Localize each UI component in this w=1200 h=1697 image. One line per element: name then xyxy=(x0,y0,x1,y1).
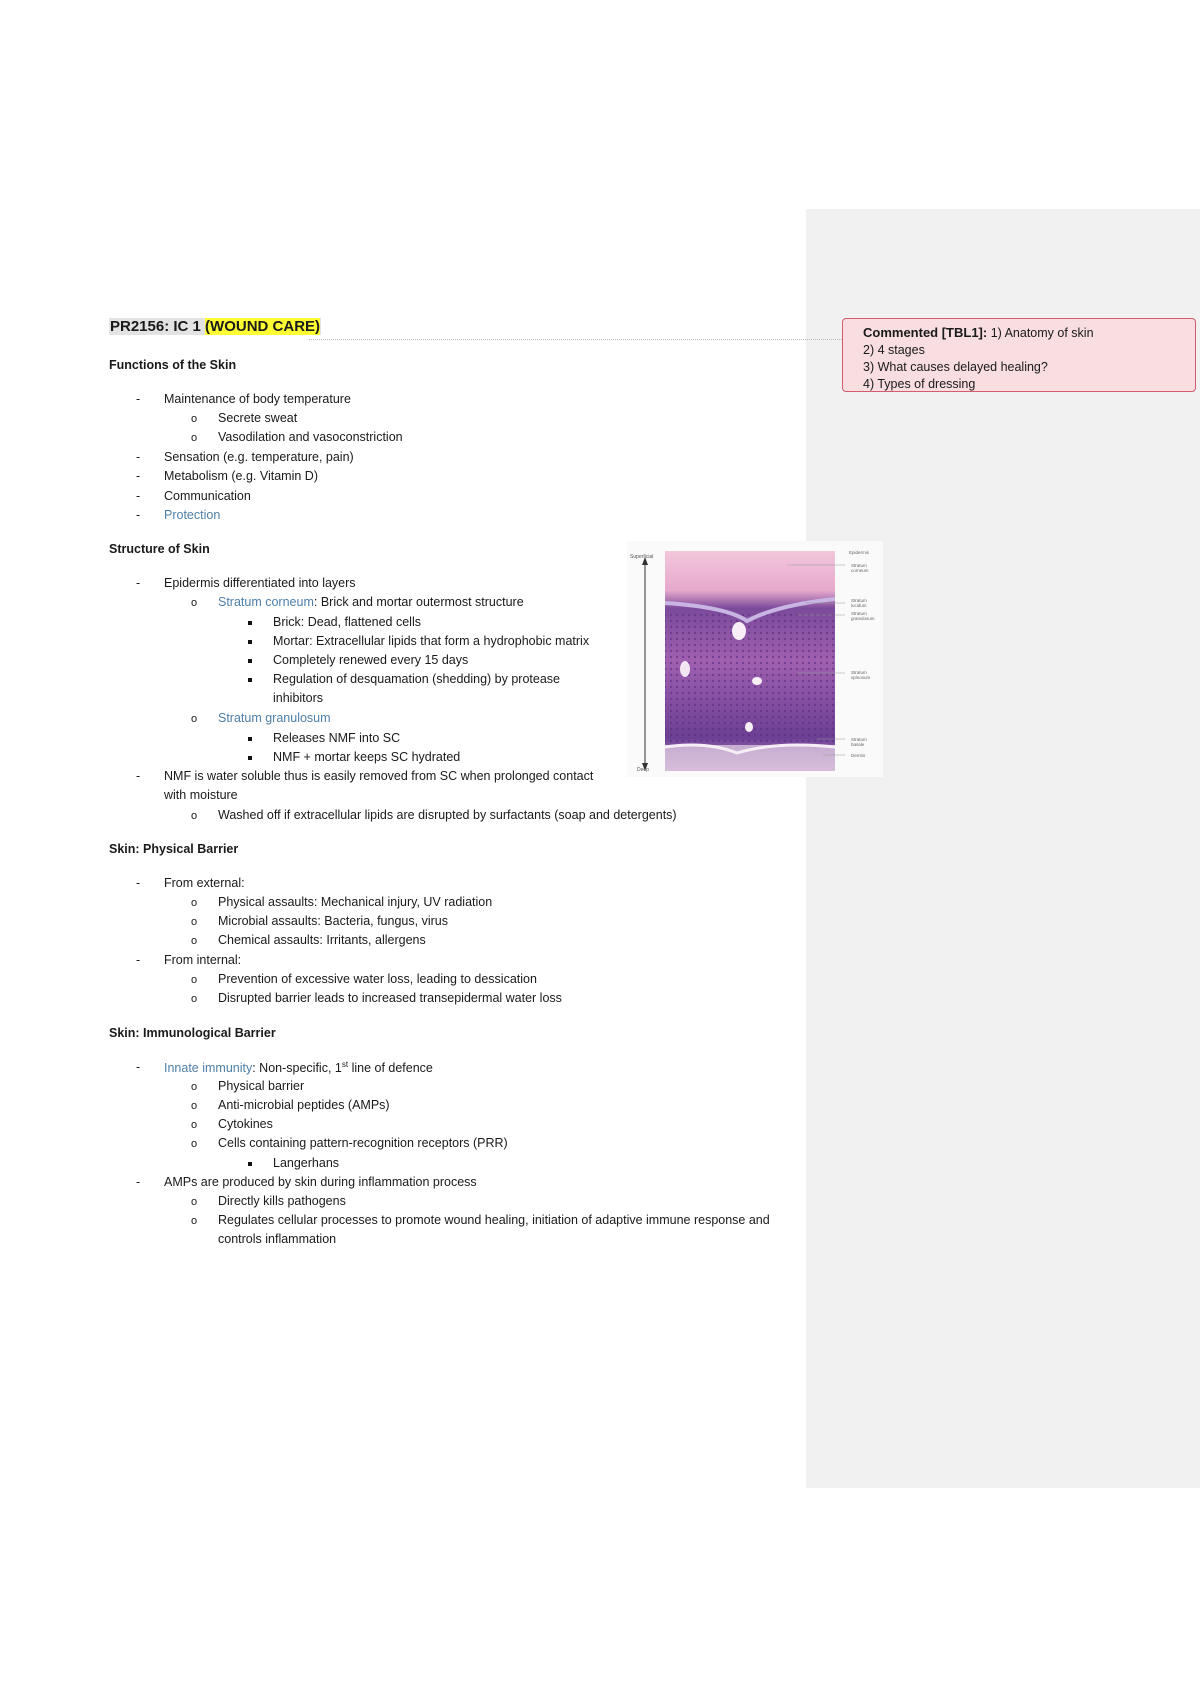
list-item-continued: inhibitors xyxy=(273,691,324,705)
list-item: Washed off if extracellular lipids are disrupted by surfactants (soap and detergents) xyxy=(218,808,677,822)
skin-histology-figure xyxy=(627,541,883,777)
list-item: AMPs are produced by skin during inflammation process xyxy=(164,1175,477,1189)
list-item: Disrupted barrier leads to increased transepidermal water loss xyxy=(218,991,562,1005)
section-heading-structure: Structure of Skin xyxy=(109,542,210,556)
label-superficial: Superficial xyxy=(630,554,654,560)
comment-line-4: 4) Types of dressing xyxy=(863,377,976,391)
bullet-square xyxy=(248,621,252,625)
list-item-continued: with moisture xyxy=(164,788,238,802)
bullet-circle: o xyxy=(191,1215,198,1227)
list-item: Communication xyxy=(164,489,251,503)
list-item: Anti-microbial peptides (AMPs) xyxy=(218,1098,390,1112)
bullet-circle: o xyxy=(191,1196,198,1208)
list-item-protection: Protection xyxy=(164,508,221,522)
list-item: Secrete sweat xyxy=(218,411,298,425)
list-item: Langerhans xyxy=(273,1156,340,1170)
list-item: Releases NMF into SC xyxy=(273,731,401,745)
list-item: From external: xyxy=(164,876,245,890)
label-stratum-corneum-2: corneum xyxy=(851,568,869,573)
list-item: Metabolism (e.g. Vitamin D) xyxy=(164,469,318,483)
bullet-circle: o xyxy=(191,993,198,1005)
label-stratum-basale-1: Stratum xyxy=(851,737,867,742)
list-item: Cytokines xyxy=(218,1117,273,1131)
list-item: Physical assaults: Mechanical injury, UV radiation xyxy=(218,895,493,909)
title-prefix: PR2156: IC 1 xyxy=(110,318,206,335)
comment-line-2: 2) 4 stages xyxy=(863,343,925,357)
list-item: Stratum corneum: Brick and mortar outermost structure xyxy=(218,595,524,609)
comment-line-3: 3) What causes delayed healing? xyxy=(863,360,1048,374)
label-dermis: Dermis xyxy=(851,753,866,758)
list-item: Regulates cellular processes to promote wound healing, initiation of adaptive immune response and xyxy=(218,1213,770,1227)
comment-line-1: Commented [TBL1]: 1) Anatomy of skin xyxy=(863,325,1094,340)
bullet-circle: o xyxy=(191,935,198,947)
list-item: Directly kills pathogens xyxy=(218,1194,346,1208)
document-title xyxy=(109,318,321,335)
list-item: Mortar: Extracellular lipids that form a hydrophobic matrix xyxy=(273,634,590,648)
term-innate-immunity: Innate immunity xyxy=(164,1061,253,1076)
list-item: Microbial assaults: Bacteria, fungus, virus xyxy=(218,914,448,928)
bullet-dash: - xyxy=(136,576,141,590)
histology-image xyxy=(627,541,883,777)
list-item: Regulation of desquamation (shedding) by protease xyxy=(273,672,560,686)
label-deep: Deep xyxy=(637,767,649,773)
list-item: Vasodilation and vasoconstriction xyxy=(218,430,403,444)
term-stratum-granulosum: Stratum granulosum xyxy=(218,711,331,725)
bullet-circle: o xyxy=(191,413,198,425)
list-item: Cells containing pattern-recognition receptors (PRR) xyxy=(218,1136,508,1150)
bullet-circle: o xyxy=(191,1100,198,1112)
bullet-dash: - xyxy=(136,769,141,783)
bullet-circle: o xyxy=(191,1138,198,1150)
list-item: Prevention of excessive water loss, leading to dessication xyxy=(218,972,537,986)
bullet-dash: - xyxy=(136,876,141,890)
label-stratum-corneum-1: Stratum xyxy=(851,563,867,568)
label-epidermis: Epidermis xyxy=(849,550,870,555)
bullet-square xyxy=(248,678,252,682)
bullet-circle: o xyxy=(191,810,198,822)
bullet-circle: o xyxy=(191,1119,198,1131)
list-item: Epidermis differentiated into layers xyxy=(164,576,356,590)
bullet-dash: - xyxy=(136,392,141,406)
bullet-circle: o xyxy=(191,1081,198,1093)
bullet-dash: - xyxy=(136,508,141,522)
comment-margin-panel xyxy=(806,209,1200,1488)
label-stratum-lucidum-1: Stratum xyxy=(851,598,867,603)
list-item: Completely renewed every 15 days xyxy=(273,653,469,667)
list-item: Physical barrier xyxy=(218,1079,305,1093)
label-stratum-basale-2: basale xyxy=(851,742,865,747)
bullet-dash: - xyxy=(136,450,141,464)
bullet-square xyxy=(248,737,252,741)
bullet-circle: o xyxy=(191,597,198,609)
comment-label: Commented [TBL1]: xyxy=(863,325,988,340)
bullet-square xyxy=(248,756,252,760)
label-stratum-spinosum-2: spinosum xyxy=(851,675,871,680)
section-heading-functions: Functions of the Skin xyxy=(109,358,237,372)
comment-balloon[interactable] xyxy=(842,318,1196,392)
bullet-circle: o xyxy=(191,916,198,928)
list-item: Sensation (e.g. temperature, pain) xyxy=(164,450,354,464)
bullet-square xyxy=(248,1162,252,1166)
section-heading-physical: Skin: Physical Barrier xyxy=(109,842,239,856)
list-item: NMF is water soluble thus is easily removed from SC when prolonged contact xyxy=(164,769,594,783)
title-highlight: (WOUND CARE) xyxy=(205,318,321,335)
bullet-circle: o xyxy=(191,432,198,444)
list-item-continued: controls inflammation xyxy=(218,1232,337,1246)
list-item: Maintenance of body temperature xyxy=(164,392,351,406)
list-item: NMF + mortar keeps SC hydrated xyxy=(273,750,461,764)
bullet-dash: - xyxy=(136,1060,141,1074)
list-item: From internal: xyxy=(164,953,242,967)
bullet-square xyxy=(248,659,252,663)
bullet-circle: o xyxy=(191,974,198,986)
label-stratum-spinosum-1: Stratum xyxy=(851,670,867,675)
label-stratum-lucidum-2: lucidum xyxy=(851,603,867,608)
bullet-dash: - xyxy=(136,489,141,503)
bullet-dash: - xyxy=(136,953,141,967)
bullet-dash: - xyxy=(136,469,141,483)
bullet-square xyxy=(248,640,252,644)
label-stratum-granulosum-2: granulosum xyxy=(851,616,875,621)
bullet-circle: o xyxy=(191,897,198,909)
label-stratum-granulosum-1: Stratum xyxy=(851,611,867,616)
comment-anchor-line xyxy=(309,339,842,340)
list-item: Brick: Dead, flattened cells xyxy=(273,615,421,629)
term-stratum-corneum: Stratum corneum xyxy=(218,595,314,609)
list-item: Chemical assaults: Irritants, allergens xyxy=(218,933,426,947)
section-heading-immunological: Skin: Immunological Barrier xyxy=(109,1026,276,1040)
list-item: Innate immunity: Non-specific, 1st line of defence xyxy=(164,1060,433,1076)
bullet-dash: - xyxy=(136,1175,141,1189)
bullet-circle: o xyxy=(191,713,198,725)
